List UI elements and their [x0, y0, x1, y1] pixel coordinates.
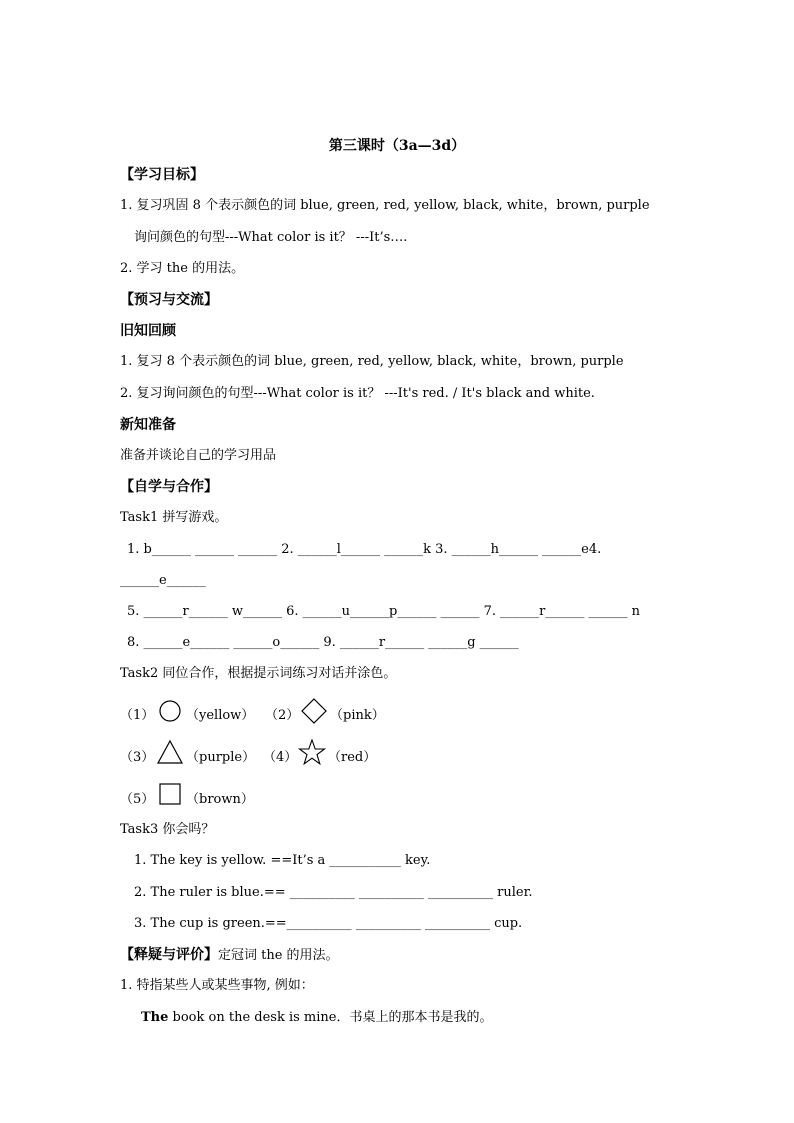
- section-heading-preview: 【预习与交流】: [120, 292, 218, 308]
- task1-line-3: 5. ______r______ w______ 6. ______u______p______ ______ 7. ______r______ ______ n: [127, 604, 641, 619]
- shape-color-1: （yellow）: [186, 708, 255, 723]
- page-title: 第三课时（3a—3d）: [328, 138, 466, 154]
- evaluation-line: [120, 946, 339, 965]
- star-icon: [298, 739, 326, 765]
- task3-line-2: 2. The ruler is blue.== __________ __________ __________ ruler.: [134, 885, 533, 900]
- example-bold-word: The: [141, 1010, 169, 1025]
- example-rest: book on the desk is mine．书桌上的那本书是我的。: [168, 1010, 493, 1025]
- shape-num-1: （1）: [120, 708, 155, 723]
- shape-color-3: （purple）: [186, 750, 256, 765]
- task1-title: Task1 拼写游戏。: [120, 510, 228, 525]
- triangle-icon: [156, 739, 184, 765]
- goals-line-1: 1. 复习巩固 8 个表示颜色的词 blue, green, red, yellow, black, white，brown, purple: [120, 198, 650, 213]
- task2-title: Task2 同位合作，根据提示词练习对话并涂色。: [120, 666, 397, 681]
- square-icon: [158, 782, 182, 806]
- task1-line-1: 1. b______ ______ ______ 2. ______l______ ______k 3. ______h______ ______e4.: [127, 542, 602, 557]
- shape-color-5: （brown）: [186, 792, 254, 807]
- task3-line-1: 1. The key is yellow. ==It’s a ___________ key.: [134, 853, 431, 868]
- evaluation-example: [141, 1009, 493, 1027]
- task3-line-3: 3. The cup is green.==__________ __________ __________ cup.: [134, 916, 523, 931]
- shape-num-3: （3）: [120, 750, 155, 765]
- evaluation-line-1: 1. 特指某些人或某些事物, 例如：: [120, 978, 314, 993]
- goals-line-3: 2. 学习 the 的用法。: [120, 261, 245, 276]
- subheading-review: 旧知回顾: [120, 323, 176, 339]
- shape-num-2: （2）: [265, 708, 300, 723]
- evaluation-heading-rest: 定冠词 the 的用法。: [218, 948, 339, 963]
- section-heading-goals: 【学习目标】: [120, 167, 204, 183]
- review-line-1: 1. 复习 8 个表示颜色的词 blue, green, red, yellow, black, white，brown, purple: [120, 354, 624, 369]
- goals-line-2: 询问颜色的句型---What color is it？ ---It’s….: [134, 230, 408, 245]
- section-heading-evaluation: 【释疑与评价】: [120, 947, 218, 963]
- circle-icon: [158, 699, 182, 723]
- review-line-2: 2. 复习询问颜色的句型---What color is it？ ---It's red. / It's black and white.: [120, 386, 595, 401]
- subheading-new-knowledge: 新知准备: [120, 417, 176, 433]
- new-knowledge-line: 准备并谈论自己的学习用品: [120, 448, 277, 463]
- task3-title: Task3 你会吗？: [120, 822, 215, 837]
- task1-line-4: 8. ______e______ ______o______ 9. ______r______ ______g ______: [127, 635, 519, 650]
- shape-num-5: （5）: [120, 792, 155, 807]
- section-heading-cooperation: 【自学与合作】: [120, 479, 218, 495]
- shape-num-4: （4）: [263, 750, 298, 765]
- shape-color-4: （red）: [328, 750, 377, 765]
- shape-color-2: （pink）: [330, 708, 385, 723]
- diamond-icon: [301, 698, 327, 724]
- task1-line-2: ______e______: [120, 573, 206, 588]
